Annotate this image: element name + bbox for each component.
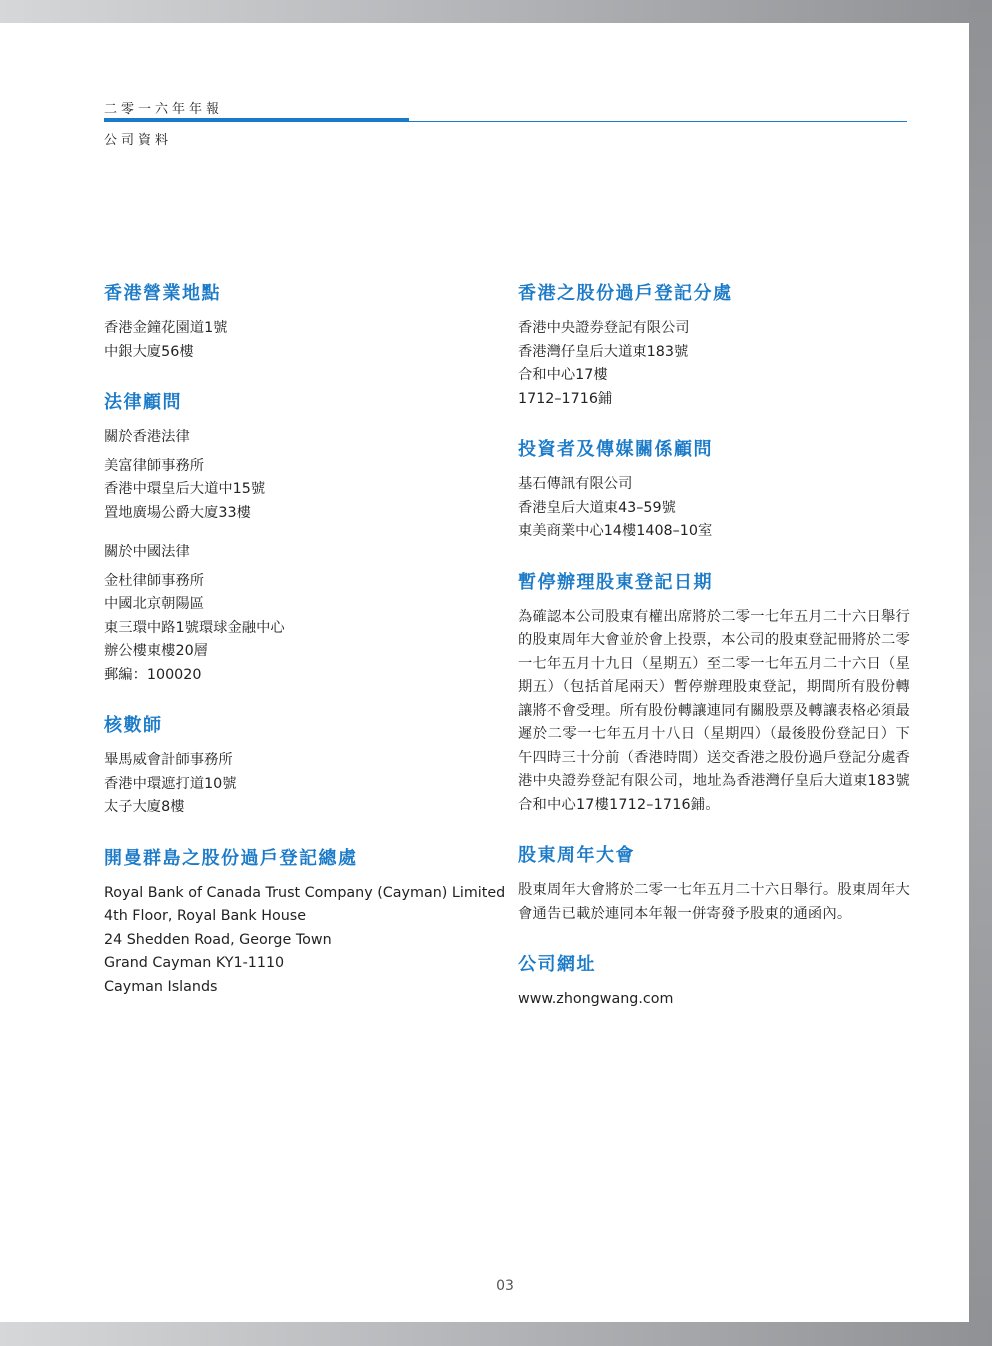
address-line: 太子大廈8樓 — [104, 799, 185, 815]
auditor-section — [104, 714, 494, 820]
cayman-registrar-heading: 開曼群島之股份過戶登記總處 — [104, 847, 358, 869]
address-line: 香港中環遮打道10號 — [104, 775, 237, 792]
agm-paragraph: 股東周年大會將於二零一七年五月二十六日舉行。股東周年大會通告已載於連同本年報一併寄發予股東的通函內。 — [518, 882, 910, 922]
left-column — [104, 282, 506, 999]
page-edge-right — [969, 0, 992, 1346]
report-title: 二零一六年年報 — [104, 102, 224, 117]
ir-advisor-heading: 投資者及傳媒關係顧問 — [518, 439, 713, 460]
address-line: 郵編：100020 — [104, 666, 202, 683]
address-line: 香港金鐘花園道1號 — [104, 320, 228, 336]
legal-advisor-heading: 法律顧問 — [104, 392, 182, 413]
header-rule-thin — [409, 121, 907, 122]
page-edge-top — [0, 0, 992, 23]
hk-office-address — [104, 317, 494, 364]
address-line: 辦公樓東樓20層 — [104, 643, 208, 659]
address-line: Cayman Islands — [104, 978, 218, 995]
cayman-registrar-section — [104, 847, 506, 1000]
address-line: 中銀大廈56樓 — [104, 343, 194, 360]
hk-office-heading: 香港營業地點 — [104, 283, 221, 304]
address-line: 1712–1716鋪 — [518, 390, 613, 407]
address-line: 香港中環皇后大道中15號 — [104, 481, 266, 497]
agm-section — [518, 844, 910, 926]
address-line: 香港皇后大道東43–59號 — [518, 499, 676, 516]
hk-law-label: 關於香港法律 — [104, 429, 190, 445]
address-line: 美富律師事務所 — [104, 457, 205, 474]
page-edge-bottom — [0, 1322, 992, 1346]
address-line: 香港灣仔皇后大道東183號 — [518, 343, 689, 360]
book-closure-section — [518, 571, 910, 818]
address-line: 24 Shedden Road, George Town — [104, 931, 332, 948]
website-section — [518, 953, 910, 1012]
address-line: 中國北京朝陽區 — [104, 596, 205, 612]
section-title: 公司資料 — [104, 133, 173, 148]
hk-office-section — [104, 282, 494, 364]
address-line: Grand Cayman KY1-1110 — [104, 955, 285, 971]
address-line: 東三環中路1號環球金融中心 — [104, 619, 285, 636]
address-line: 畢馬威會計師事務所 — [104, 752, 233, 768]
right-column — [518, 282, 910, 1012]
hk-registrar-heading: 香港之股份過戶登記分處 — [518, 283, 733, 304]
book-closure-paragraph: 為確認本公司股東有權出席將於二零一七年五月二十六日舉行的股東周年大會並於會上投票，本公司的股東登記冊將於二零一七年五月十九日（星期五）至二零一七年五月二十六日（星期五）（包括首尾兩天）暫停辦理股東登記，期間所有股份轉讓將不會受理。所有股份轉讓連同有關股票及轉讓表格必須最遲於二零一七年五月十八日（星期四）（最後股份登記日）下午四時三十分前（香港時間）送交香港之股份過戶登記分處香港中央證券登記有限公司，地址為香港灣仔皇后大道東183號合和中心17樓1712–1716鋪。 — [518, 608, 910, 813]
header-rule-thick — [104, 118, 409, 122]
website-link[interactable]: www.zhongwang.com — [518, 991, 674, 1007]
legal-advisor-section — [104, 391, 494, 687]
website-heading: 公司網址 — [518, 954, 596, 975]
page-number: 03 — [496, 1278, 514, 1294]
address-line: 合和中心17樓 — [518, 367, 608, 383]
address-line: Royal Bank of Canada Trust Company (Cayman) Limited — [104, 884, 506, 901]
address-line: 4th Floor, Royal Bank House — [104, 908, 306, 924]
agm-heading: 股東周年大會 — [518, 845, 635, 866]
ir-advisor-section — [518, 438, 910, 544]
book-closure-heading: 暫停辦理股東登記日期 — [518, 571, 713, 593]
address-line: 香港中央證券登記有限公司 — [518, 320, 690, 336]
address-line: 金杜律師事務所 — [104, 572, 205, 589]
address-line: 置地廣場公爵大廈33樓 — [104, 504, 251, 521]
auditor-heading: 核數師 — [104, 715, 163, 736]
prc-law-label: 關於中國法律 — [104, 544, 190, 560]
address-line: 東美商業中心14樓1408–10室 — [518, 523, 713, 539]
hk-registrar-section — [518, 282, 910, 411]
address-line: 基石傳訊有限公司 — [518, 476, 633, 492]
